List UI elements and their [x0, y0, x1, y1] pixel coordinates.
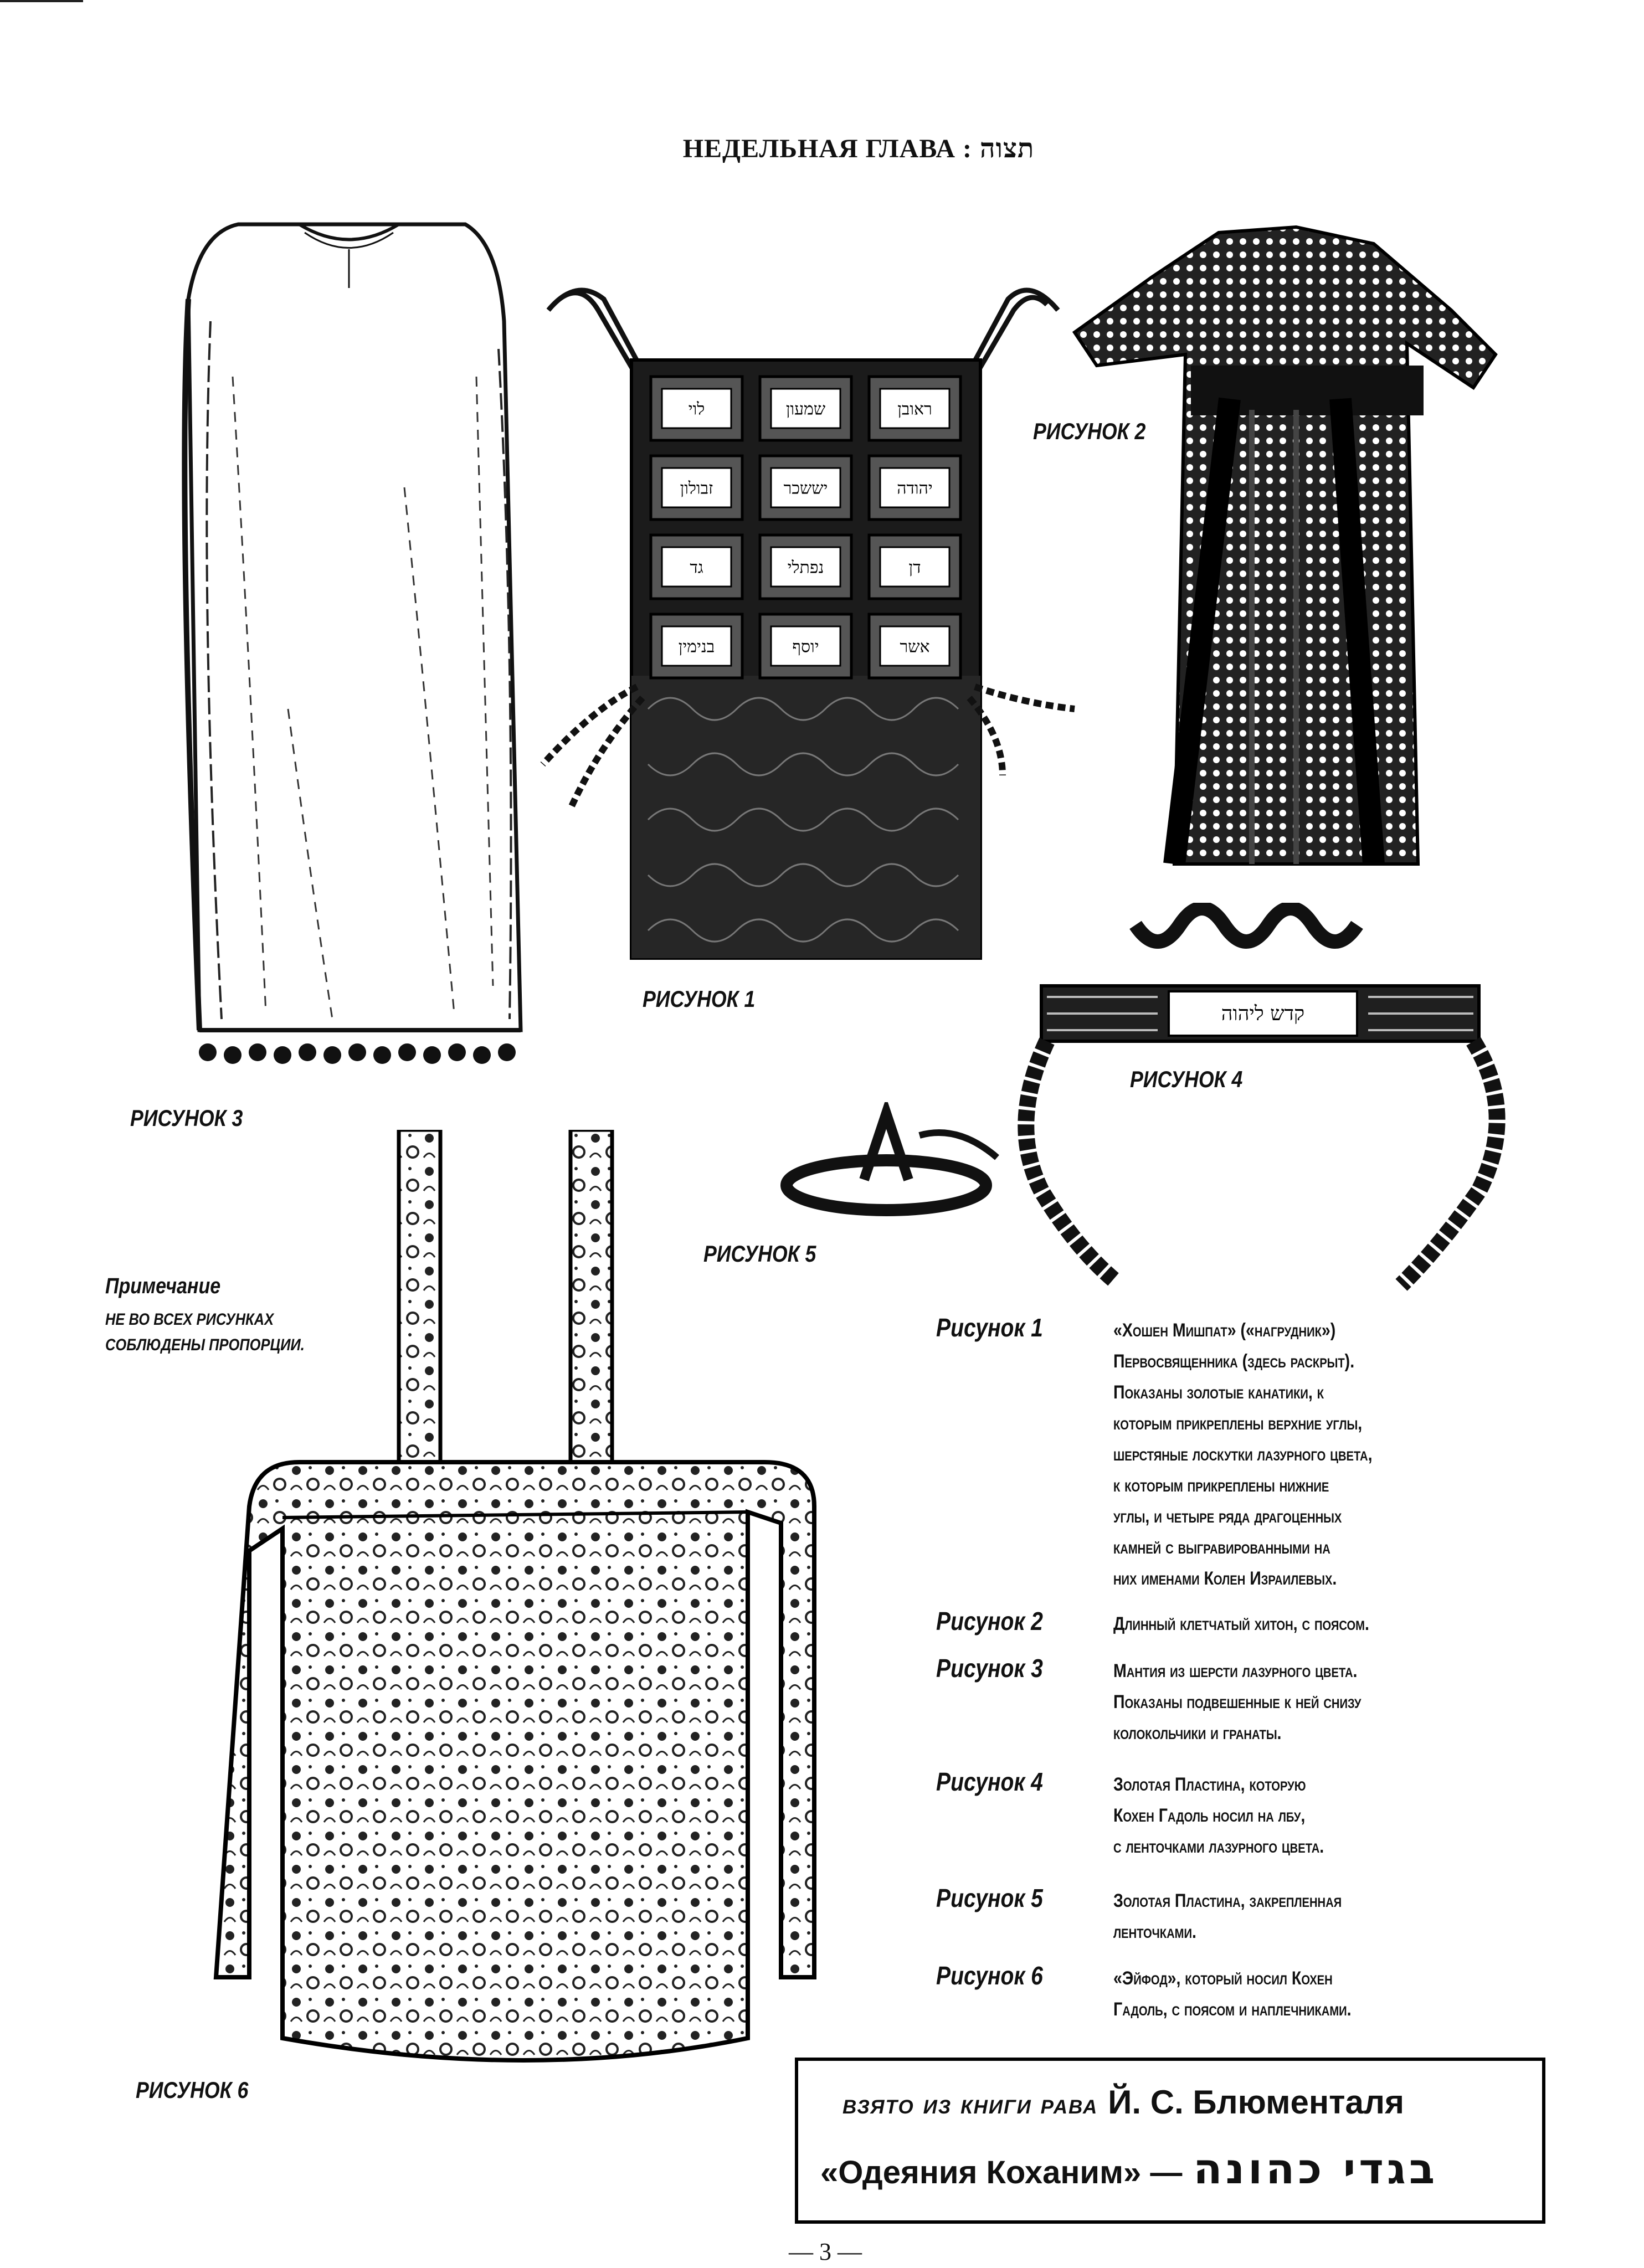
stone-tribe-name: ראובן — [897, 399, 932, 419]
stone-tribe-name: יהודה — [897, 479, 933, 498]
credit-book-title-hebrew: בגדי כהונה — [1193, 2144, 1439, 2193]
caption-label: Рисунок 5 — [936, 1884, 1043, 1912]
caption-text: «Хошен Мишпат» («нагрудник») Первосвященника (здесь раскрыт). Показаны золотые канатики, к которым прикреплены верхние углы, шерстяные лоскутки лазурного цвета, к которым прикреплены нижние углы, и четыре ряда драгоценных камней с выгравированными на них именами Колен Израилевых. — [1113, 1320, 1373, 1589]
stone-tribe-name: לוי — [688, 399, 705, 419]
note-title: Примечание — [105, 1274, 221, 1298]
caption-text: «Эйфод», который носил Кохен Гадоль, с поясом и наплечниками. — [1113, 1968, 1352, 2020]
credit-line-1 — [842, 2083, 1404, 2121]
caption-text: Длинный клетчатый хитон, с поясом. — [1113, 1613, 1369, 1634]
credit-prefix: взято из книги рава — [842, 2089, 1098, 2120]
figure-2-label: РИСУНОК 2 — [1033, 418, 1146, 444]
caption-text: Золотая Пластина, которую Кохен Гадоль носил на лбу, с ленточками лазурного цвета. — [1113, 1774, 1324, 1857]
robe-illustration — [166, 210, 554, 1097]
forehead-plate-illustration — [1003, 903, 1523, 1302]
credit-line-2 — [820, 2144, 1438, 2193]
caption-label: Рисунок 6 — [936, 1961, 1043, 1990]
stone-tribe-name: בנימין — [678, 637, 715, 657]
top-left-rule — [0, 0, 83, 2]
figure-1-label: РИСУНОК 1 — [643, 986, 756, 1012]
caption-text: Золотая Пластина, закрепленная ленточками. — [1113, 1890, 1342, 1942]
figure-4-label: РИСУНОК 4 — [1130, 1066, 1243, 1092]
page-title-text: НЕДЕЛЬНАЯ ГЛАВА : — [682, 134, 972, 163]
note-text: НЕ ВО ВСЕХ РИСУНКАХ СОБЛЮДЕНЫ ПРОПОРЦИИ. — [105, 1310, 305, 1354]
page-title — [637, 133, 1080, 164]
credit-book-title: «Одеяния Коханим» — — [820, 2154, 1183, 2190]
parsha-name-hebrew: תצוה — [979, 133, 1035, 164]
stone-tribe-name: דן — [908, 558, 921, 578]
stone-tribe-name: שמעון — [785, 399, 826, 419]
figure-3-label: РИСУНОК 3 — [130, 1105, 243, 1131]
page-number: — 3 — — [789, 2238, 862, 2265]
forehead-plate-inscription: קדש ליהוה — [1221, 1002, 1305, 1025]
figure-6-label: РИСУНОК 6 — [136, 2077, 249, 2103]
caption-text: Мантия из шерсти лазурного цвета. Показаны подвешенные к ней снизу колокольчики и гранаты. — [1113, 1660, 1362, 1744]
caption-label: Рисунок 2 — [936, 1607, 1043, 1636]
source-credit-box — [795, 2058, 1545, 2224]
caption-label: Рисунок 1 — [936, 1313, 1043, 1342]
stone-tribe-name: גד — [690, 558, 703, 578]
stone-tribe-name: נפתלי — [787, 558, 824, 578]
credit-author: Й. С. Блюменталя — [1108, 2084, 1404, 2121]
stone-tribe-name: אשר — [900, 637, 930, 657]
ephod-illustration — [188, 1130, 886, 2082]
stone-tribe-name: זבולון — [680, 479, 713, 498]
caption-label: Рисунок 4 — [936, 1767, 1043, 1796]
tunic-illustration — [1064, 222, 1507, 875]
breastplate-illustration — [526, 277, 1136, 975]
stone-tribe-name: יוסף — [792, 637, 819, 657]
figure-5-label: РИСУНОК 5 — [703, 1241, 816, 1267]
caption-label: Рисунок 3 — [936, 1654, 1043, 1683]
stone-tribe-name: יששכר — [783, 479, 828, 498]
